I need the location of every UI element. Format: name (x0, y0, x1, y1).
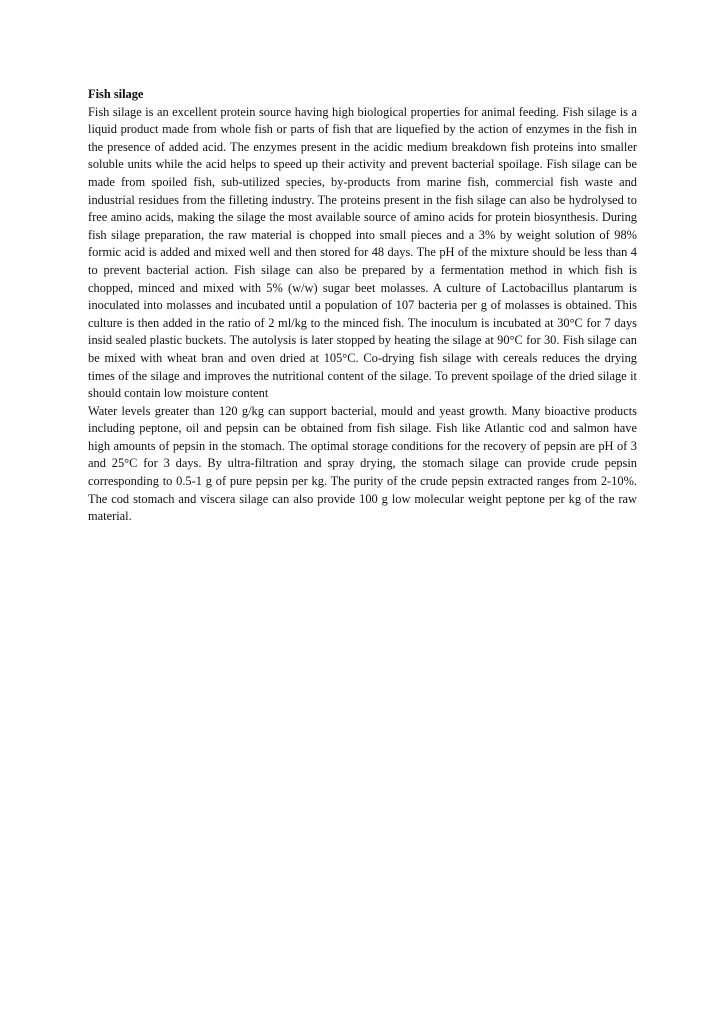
paragraph-bioactive-products: Water levels greater than 120 g/kg can support bacterial, mould and yeast growth. Many bioactive products including peptone, oil and pepsin can be obtained from fish silage. Fish like Atlantic cod and salmon have high amounts of pepsin in the stomach. The optimal storage conditions for the recovery of pepsin are pH of 3 and 25°C for 3 days. By ultra-filtration and spray drying, the stomach silage can provide crude pepsin corresponding to 0.5-1 g of pure pepsin per kg. The purity of the crude pepsin extracted ranges from 2-10%. The cod stomach and viscera silage can also provide 100 g low molecular weight peptone per kg of the raw material. (88, 403, 637, 524)
paragraph-silage-production: Fish silage is an excellent protein source having high biological properties for animal feeding. Fish silage is a liquid product made from whole fish or parts of fish that are liquefied by the action of enzymes in the fish in the presence of added acid. The enzymes present in the acidic medium breakdown fish proteins into smaller soluble units while the acid helps to speed up their activity and prevent bacterial spoilage. Fish silage can be made from spoiled fish, sub-utilized species, by-products from marine fish, commercial fish waste and industrial residues from the filleting industry. The proteins present in the fish silage can also be hydrolysed to free amino acids, making the silage the most available source of amino acids for protein biosynthesis. During fish silage preparation, the raw material is chopped into small pieces and a 3% by weight solution of 98% formic acid is added and mixed well and then stored for 48 days. The pH of the mixture should be less than 4 to prevent bacterial action. Fish silage can also be prepared by a fermentation method in which fish is chopped, minced and mixed with 5% (w/w) sugar beet molasses. A culture of Lactobacillus plantarum is inoculated into molasses and incubated until a population of 107 bacteria per g of molasses is obtained. This culture is then added in the ratio of 2 ml/kg to the minced fish. The inoculum is incubated at 30°C for 7 days insid sealed plastic buckets. The autolysis is later stopped by heating the silage at 90°C for 30. Fish silage can be mixed with wheat bran and oven dried at 105°C. Co-drying fish silage with cereals reduces the drying times of the silage and improves the nutritional content of the silage. To prevent spoilage of the dried silage it should contain low moisture content (88, 104, 637, 401)
section-heading: Fish silage (88, 87, 144, 101)
document-body (88, 86, 637, 526)
